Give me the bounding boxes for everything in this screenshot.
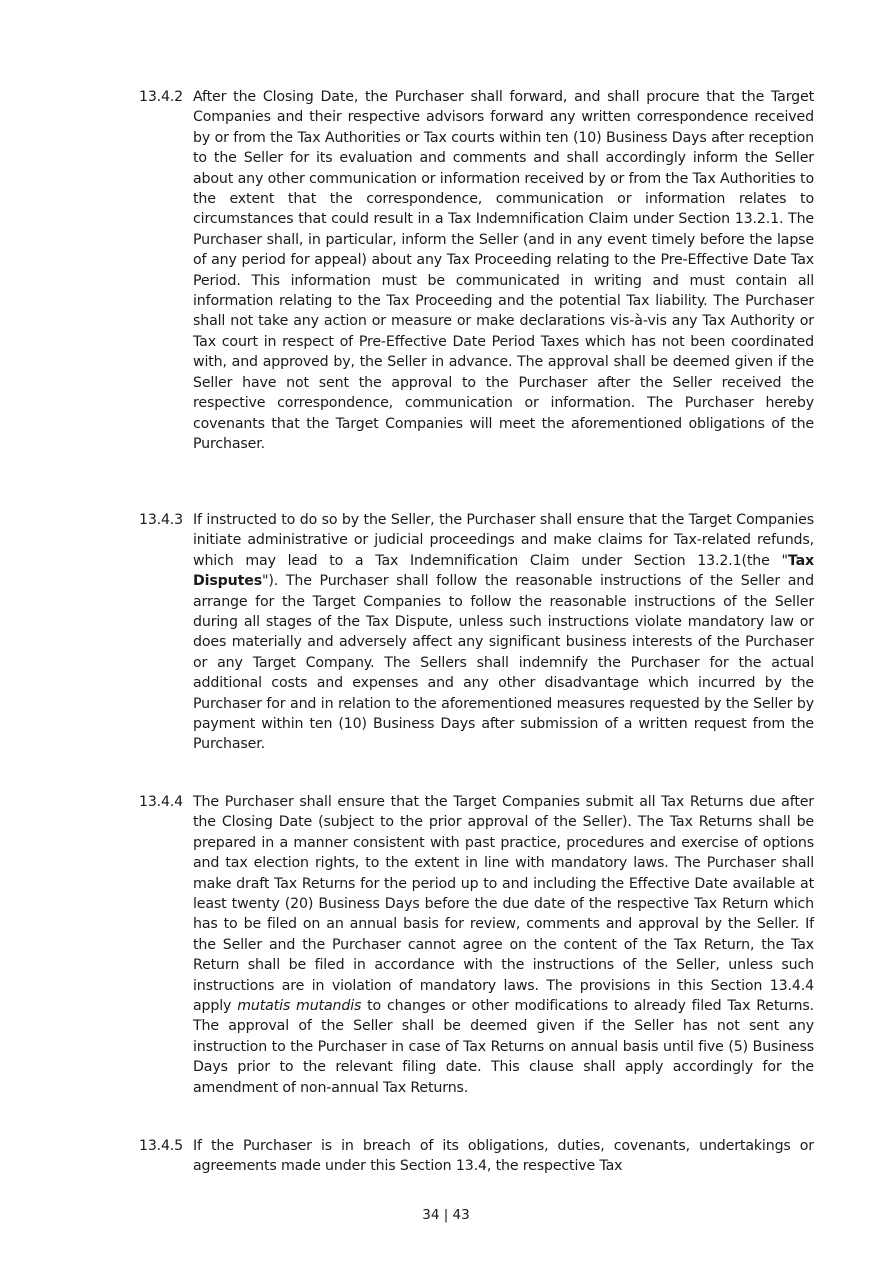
clause-number: 13.4.5: [139, 1138, 183, 1154]
clause-text: [193, 792, 814, 1098]
clause-13-4-4: [139, 792, 814, 1098]
defined-term-tax-disputes: Tax Disputes: [193, 552, 814, 590]
clause-number: 13.4.2: [139, 89, 183, 105]
clause-text-part: If instructed to do so by the Seller, the Purchaser shall ensure that the Target Companies initiate administrative or judicial proceedings and make claims for Tax-related refunds, which may lead to a Tax Indemnification Claim under Section 13.2.1(the ": [193, 512, 814, 569]
clause-text: If the Purchaser is in breach of its obligations, duties, covenants, undertakings or agreements made under this Section 13.4, the respective Tax: [193, 1138, 814, 1175]
clause-13-4-3: [139, 510, 814, 755]
clause-text-part: "). The Purchaser shall follow the reasonable instructions of the Seller and arrange for the Target Companies to follow the reasonable instructions of the Seller during all stages of the Tax Dispute, unless such instructions violate mandatory law or does materially and adversely affect any significant business interests of the Purchaser or any Target Company. The Sellers shall indemnify the Purchaser for the actual additional costs and expenses and any other disadvantage which incurred by the Purchaser for and in relation to the aforementioned measures requested by the Seller by payment within ten (10) Business Days after submission of a written request from the Purchaser.: [193, 573, 814, 753]
italic-term: mutatis mutandis: [237, 998, 362, 1015]
clause-text-part: The Purchaser shall ensure that the Target Companies submit all Tax Returns due after the Closing Date (subject to the prior approval of the Seller). The Tax Returns shall be prepared in a manner consistent with past practice, procedures and exercise of options and tax election rights, to the extent in line with mandatory laws. The Purchaser shall make draft Tax Returns for the period up to and including the Effective Date available at least twenty (20) Business Days before the due date of the respective Tax Return which has to be filed on an annual basis for review, comments and approval by the Seller. If the Seller and the Purchaser cannot agree on the content of the Tax Return, the Tax Return shall be filed in accordance with the instructions of the Seller, unless such instructions are in violation of mandatory laws. The provisions in this Section 13.4.4 apply: [193, 794, 814, 1015]
clause-text-part: to changes or other modifications to already filed Tax Returns. The approval of the Seller shall be deemed given if the Seller has not sent any instruction to the Purchaser in case of Tax Returns on annual basis until five (5) Business Days prior to the relevant filing date. This clause shall apply accordingly for the amendment of non-annual Tax Returns.: [193, 998, 815, 1096]
clause-number: 13.4.4: [139, 794, 183, 810]
clause-number: 13.4.3: [139, 512, 183, 528]
clause-text: [193, 510, 814, 755]
clause-text: After the Closing Date, the Purchaser shall forward, and shall procure that the Target Companies and their respective advisors forward any written correspondence received by or from the Tax Authorities or Tax courts within ten (10) Business Days after reception to the Seller for its evaluation and comments and shall accordingly inform the Seller about any other communication or information received by or from the Tax Authorities to the extent that the correspondence, communication or information relates to circumstances that could result in a Tax Indemnification Claim under Section 13.2.1. The Purchaser shall, in particular, inform the Seller (and in any event timely before the lapse of any period for appeal) about any Tax Proceeding relating to the Pre-Effective Date Tax Period. This information must be communicated in writing and must contain all information relating to the Tax Proceeding and the potential Tax liability. The Purchaser shall not take any action or measure or make declarations vis-à-vis any Tax Authority or Tax court in respect of Pre-Effective Date Period Taxes which has not been coordinated with, and approved by, the Seller in advance. The approval shall be deemed given if the Seller have not sent the approval to the Purchaser after the Seller received the respective correspondence, communication or information. The Purchaser hereby covenants that the Target Companies will meet the aforementioned obligations of the Purchaser.: [193, 89, 814, 452]
clause-13-4-5: [139, 1136, 814, 1177]
page-number: 34 | 43: [422, 1207, 470, 1223]
clause-13-4-2: [139, 87, 814, 454]
